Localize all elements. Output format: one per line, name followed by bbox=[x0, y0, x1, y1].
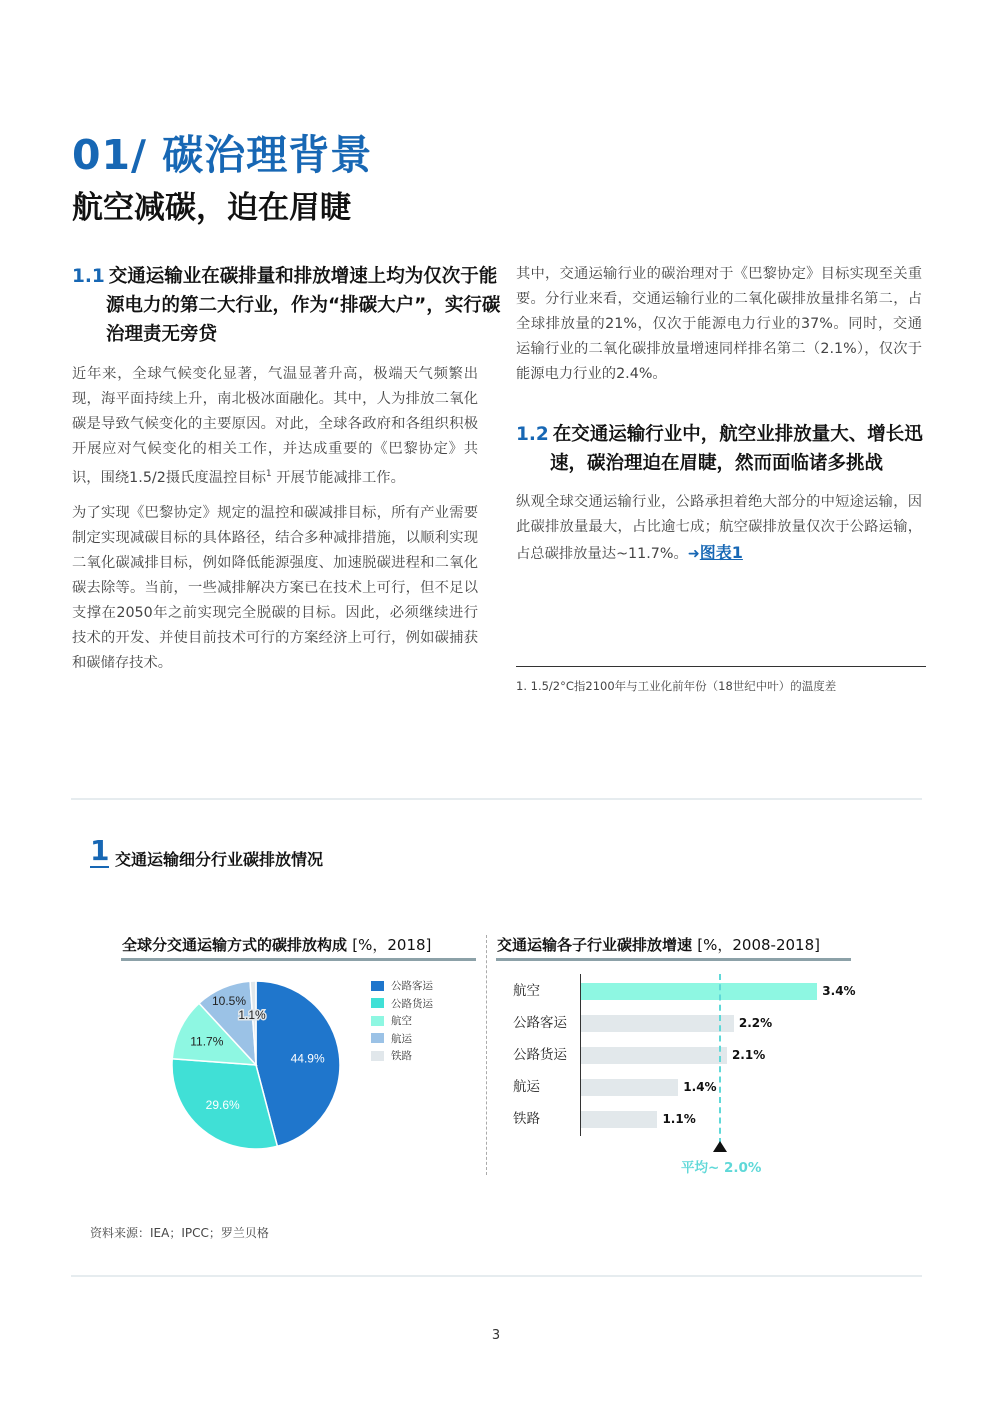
footnote-divider bbox=[516, 666, 926, 667]
paragraph-text: 近年来，全球气候变化显著，气温显著升高，极端天气频繁出现，海平面持续上升，南北极冰面融化。其中，人为排放二氧化碳是导致气候变化的主要原因。对此，全球各政府和各组织积极开展应对气候变化的相关工作，并达成重要的《巴黎协定》共识，围绕1.5/2摄氏度温控目标 bbox=[72, 366, 478, 486]
pie-chart-title bbox=[122, 934, 431, 955]
chart-unit: [%，2018] bbox=[352, 936, 432, 954]
bar bbox=[581, 1111, 657, 1128]
page-number: 3 bbox=[491, 1328, 501, 1343]
pie-label: 11.7% bbox=[190, 1034, 224, 1049]
bar-value-label: 1.1% bbox=[662, 1112, 696, 1126]
legend-label: 公路货运 bbox=[391, 997, 433, 1010]
legend-item bbox=[371, 1030, 433, 1048]
legend-item bbox=[371, 977, 433, 995]
pie-label: 1.1% bbox=[238, 1008, 266, 1022]
legend-label: 航运 bbox=[391, 1032, 412, 1045]
section-1-1-heading bbox=[72, 262, 506, 349]
legend-item bbox=[371, 995, 433, 1013]
bar-chart bbox=[500, 970, 880, 1180]
section-number: 1.1 bbox=[72, 266, 105, 287]
figure-title: 交通运输细分行业碳排放情况 bbox=[115, 850, 324, 869]
section-heading-text: 在交通运输行业中，航空业排放量大、增长迅速，碳治理迫在眉睫，然而面临诸多挑战 bbox=[550, 424, 923, 474]
category-label: 航空 bbox=[513, 983, 540, 999]
page-title: 01/ 碳治理背景 bbox=[72, 131, 373, 179]
legend-swatch bbox=[371, 981, 384, 991]
bar-value-label: 2.2% bbox=[738, 1016, 773, 1030]
legend-swatch bbox=[371, 998, 384, 1008]
section-number: 1.2 bbox=[516, 424, 549, 445]
category-label: 航运 bbox=[513, 1079, 540, 1095]
paragraph-2: 为了实现《巴黎协定》规定的温控和碳减排目标，所有产业需要制定实现减碳目标的具体路径，结合多种减排措施，以顺利实现二氧化碳减排目标，例如降低能源强度、加速脱碳进程和二氧化碳去除等。当前，一些减排解决方案已在技术上可行，但不足以支撑在2050年之前实现完全脱碳的目标。因此，必须继续进行技术的开发、并使目前技术可行的方案经济上可行，例如碳捕获和碳储存技术。 bbox=[72, 505, 478, 671]
paragraph-text: 纵观全球交通运输行业，公路承担着绝大部分的中短途运输，因此碳排放量最大，占比逾七成；航空碳排放量仅次于公路运输，占总碳排放量达~11.7%。 bbox=[516, 494, 922, 562]
bar-value-label: 2.1% bbox=[731, 1048, 766, 1062]
chart-title-text: 全球分交通运输方式的碳排放构成 bbox=[122, 936, 348, 954]
chart-title-text: 交通运输各子行业碳排放增速 bbox=[497, 936, 693, 954]
triangle-up-icon bbox=[713, 1141, 727, 1152]
bar-value-label: 1.4% bbox=[683, 1080, 717, 1094]
legend-swatch bbox=[371, 1033, 384, 1043]
bar bbox=[581, 983, 817, 1000]
section-1-2-heading bbox=[516, 420, 950, 478]
pie-label: 10.5% bbox=[211, 994, 247, 1008]
chart-separator bbox=[486, 935, 487, 1175]
figure-number: 1 bbox=[90, 834, 110, 867]
category-label: 公路货运 bbox=[513, 1047, 567, 1063]
divider bbox=[71, 1275, 922, 1277]
legend-item bbox=[371, 1012, 433, 1030]
pie-chart bbox=[160, 970, 360, 1160]
paragraph-1 bbox=[72, 362, 478, 491]
legend-swatch bbox=[371, 1016, 384, 1026]
category-label: 铁路 bbox=[513, 1111, 540, 1127]
legend-label: 公路客运 bbox=[391, 980, 433, 993]
figure-1-link[interactable]: 图表1 bbox=[699, 543, 743, 562]
chart-unit: [%，2008-2018] bbox=[697, 936, 820, 954]
chart-title-rule bbox=[496, 958, 851, 961]
pie-label: 29.6% bbox=[205, 1098, 240, 1113]
page-subtitle: 航空减碳，迫在眉睫 bbox=[72, 190, 351, 226]
source-note: 资料来源：IEA；IPCC；罗兰贝格 bbox=[90, 1226, 269, 1240]
bar bbox=[581, 1079, 678, 1096]
bar-value-label: 3.4% bbox=[822, 984, 856, 998]
pie-label: 44.9% bbox=[290, 1051, 325, 1066]
arrow-right-icon: ➜ bbox=[687, 546, 700, 562]
section-heading-text: 交通运输业在碳排量和排放增速上均为仅次于能源电力的第二大行业，作为“排碳大户”，实行碳治理责无旁贷 bbox=[106, 266, 501, 345]
pie-legend bbox=[371, 977, 433, 1065]
chart-title-rule bbox=[121, 958, 476, 961]
category-label: 公路客运 bbox=[513, 1015, 567, 1031]
paragraph-4 bbox=[516, 490, 922, 567]
divider bbox=[71, 798, 922, 800]
legend-label: 铁路 bbox=[391, 1050, 412, 1063]
bar bbox=[581, 1047, 727, 1064]
legend-label: 航空 bbox=[391, 1015, 412, 1028]
legend-swatch bbox=[371, 1051, 384, 1061]
paragraph-3: 其中，交通运输行业的碳治理对于《巴黎协定》目标实现至关重要。分行业来看，交通运输行业的二氧化碳排放量排名第二，占全球排放量的21%，仅次于能源电力行业的37%。同时，交通运输行业的二氧化碳排放量增速同样排名第二（2.1%），仅次于能源电力行业的2.4%。 bbox=[516, 266, 922, 382]
footnote: 1. 1.5/2°C指2100年与工业化前年份（18世纪中叶）的温度差 bbox=[516, 679, 837, 693]
average-label: 平均~ 2.0% bbox=[681, 1160, 762, 1176]
bar bbox=[581, 1015, 734, 1032]
paragraph-text: 开展节能减排工作。 bbox=[271, 469, 405, 486]
bar-chart-title bbox=[497, 934, 820, 955]
footnote-ref[interactable]: 1 bbox=[265, 469, 272, 479]
average-line bbox=[719, 974, 721, 1144]
legend-item bbox=[371, 1047, 433, 1065]
